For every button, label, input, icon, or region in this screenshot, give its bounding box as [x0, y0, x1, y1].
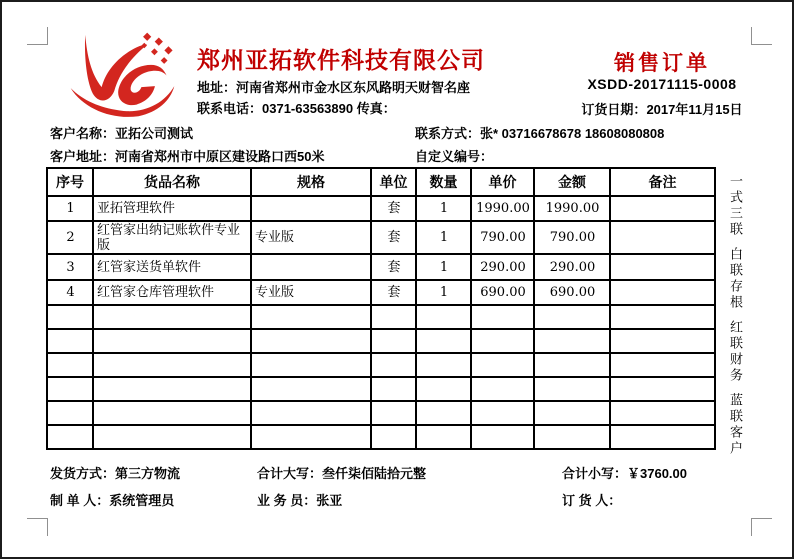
total-in-words-line: [257, 463, 426, 482]
text-boundary-mark-top-right: [751, 27, 772, 45]
items-table: [46, 167, 716, 450]
cell-amount: 290.00: [534, 254, 610, 280]
cell-note: [610, 221, 715, 254]
order-number: XSDD-20171115-0008: [587, 76, 737, 92]
col-header-product: 货品名称: [93, 168, 251, 196]
company-address-label: 地址：: [197, 80, 237, 95]
cell-qty: 1: [416, 221, 471, 254]
cell-amount: 790.00: [534, 221, 610, 254]
col-header-spec: 规格: [251, 168, 371, 196]
customer-contact-label: 联系方式：: [415, 126, 481, 141]
table-row-empty: [47, 425, 715, 449]
cell-product: 红管家出纳记账软件专业版: [93, 221, 251, 254]
cell-qty: 1: [416, 196, 471, 221]
empty-cell: [47, 305, 93, 329]
empty-cell: [610, 329, 715, 353]
empty-cell: [251, 377, 371, 401]
table-row-empty: [47, 353, 715, 377]
empty-cell: [47, 329, 93, 353]
company-address-value: 河南省郑州市金水区东风路明天财智名座: [236, 80, 471, 95]
empty-cell: [534, 425, 610, 449]
customer-contact-line: [415, 123, 664, 142]
ship-method-label: 发货方式：: [50, 466, 116, 481]
order-title: 销售订单: [614, 52, 710, 75]
company-logo-icon: [58, 30, 186, 122]
cell-price: 1990.00: [471, 196, 534, 221]
company-fax-label: 传真：: [356, 101, 396, 116]
cell-spec: 专业版: [251, 221, 371, 254]
maker-value: 系统管理员: [109, 493, 175, 508]
empty-cell: [534, 329, 610, 353]
order-date-label: 订货日期：: [581, 102, 647, 117]
empty-cell: [610, 377, 715, 401]
ship-method-value: 第三方物流: [115, 466, 181, 481]
company-name: 郑州亚拓软件科技有限公司: [197, 47, 485, 73]
empty-cell: [371, 353, 416, 377]
empty-cell: [93, 305, 251, 329]
empty-cell: [534, 377, 610, 401]
col-header-price: 单价: [471, 168, 534, 196]
empty-cell: [251, 401, 371, 425]
table-row: [47, 280, 715, 305]
ship-method-line: [50, 463, 180, 482]
empty-cell: [93, 329, 251, 353]
cell-product: 红管家送货单软件: [93, 254, 251, 280]
cell-note: [610, 280, 715, 305]
cell-note: [610, 196, 715, 221]
salesman-value: 张亚: [316, 493, 343, 508]
empty-cell: [93, 425, 251, 449]
empty-cell: [47, 425, 93, 449]
salesman-line: [257, 490, 342, 509]
table-row-empty: [47, 377, 715, 401]
empty-cell: [416, 401, 471, 425]
cell-qty: 1: [416, 254, 471, 280]
empty-cell: [371, 401, 416, 425]
maker-line: [50, 490, 174, 509]
company-phone-line: [197, 98, 396, 117]
cell-spec: [251, 196, 371, 221]
empty-cell: [416, 329, 471, 353]
empty-cell: [610, 425, 715, 449]
customer-name-label: 客户名称：: [50, 126, 116, 141]
customer-address-line: [50, 146, 324, 165]
empty-cell: [251, 305, 371, 329]
cell-unit: 套: [371, 280, 416, 305]
empty-cell: [534, 401, 610, 425]
customer-contact-value: 张* 03716678678 18608080808: [480, 126, 665, 141]
table-row-empty: [47, 329, 715, 353]
empty-cell: [47, 377, 93, 401]
cell-price: 290.00: [471, 254, 534, 280]
order-date-line: [554, 99, 770, 118]
customer-address-label: 客户地址：: [50, 149, 116, 164]
empty-cell: [251, 329, 371, 353]
empty-cell: [471, 425, 534, 449]
empty-cell: [471, 305, 534, 329]
cell-unit: 套: [371, 254, 416, 280]
cell-qty: 1: [416, 280, 471, 305]
col-header-unit: 单位: [371, 168, 416, 196]
col-header-qty: 数量: [416, 168, 471, 196]
cell-seq: 1: [47, 196, 93, 221]
cell-price: 790.00: [471, 221, 534, 254]
empty-cell: [471, 353, 534, 377]
cell-amount: 1990.00: [534, 196, 610, 221]
text-boundary-mark-top-left: [27, 27, 48, 45]
empty-cell: [534, 305, 610, 329]
cell-spec: [251, 254, 371, 280]
cell-unit: 套: [371, 221, 416, 254]
empty-cell: [534, 353, 610, 377]
copy-strip-label: 白联存根: [727, 247, 742, 311]
table-row-empty: [47, 305, 715, 329]
text-boundary-mark-bottom-right: [751, 518, 772, 536]
custom-code-label: 自定义编号：: [415, 149, 494, 164]
total-in-words-label: 合计大写：: [257, 466, 323, 481]
cell-seq: 4: [47, 280, 93, 305]
col-header-note: 备注: [610, 168, 715, 196]
custom-code-line: [415, 146, 493, 165]
cell-price: 690.00: [471, 280, 534, 305]
empty-cell: [93, 401, 251, 425]
cell-amount: 690.00: [534, 280, 610, 305]
col-header-seq: 序号: [47, 168, 93, 196]
company-phone-label: 联系电话：: [197, 101, 263, 116]
cell-unit: 套: [371, 196, 416, 221]
table-row: [47, 221, 715, 254]
company-phone-value: 0371-63563890: [262, 101, 354, 116]
cell-product: 亚拓管理软件: [93, 196, 251, 221]
empty-cell: [471, 401, 534, 425]
empty-cell: [416, 305, 471, 329]
orderer-line: [562, 490, 621, 509]
table-row: [47, 254, 715, 280]
copy-strip-label: 红联财务: [727, 320, 742, 384]
empty-cell: [47, 401, 93, 425]
cell-seq: 3: [47, 254, 93, 280]
cell-seq: 2: [47, 221, 93, 254]
company-address-line: [197, 77, 470, 96]
empty-cell: [610, 305, 715, 329]
maker-label: 制 单 人：: [50, 493, 110, 508]
empty-cell: [416, 353, 471, 377]
salesman-label: 业 务 员：: [257, 493, 317, 508]
cell-spec: 专业版: [251, 280, 371, 305]
empty-cell: [610, 353, 715, 377]
empty-cell: [371, 305, 416, 329]
orderer-label: 订 货 人：: [562, 493, 622, 508]
table-header-row: [47, 168, 715, 196]
copy-strip-label: 蓝联客户: [727, 393, 742, 457]
total-in-figures-value: ￥3760.00: [627, 466, 688, 481]
total-in-words-value: 叁仟柒佰陆拾元整: [322, 466, 427, 481]
empty-cell: [251, 353, 371, 377]
empty-cell: [93, 377, 251, 401]
text-boundary-mark-bottom-left: [27, 518, 48, 536]
empty-cell: [251, 425, 371, 449]
empty-cell: [371, 425, 416, 449]
cell-product: 红管家仓库管理软件: [93, 280, 251, 305]
empty-cell: [471, 377, 534, 401]
empty-cell: [371, 329, 416, 353]
order-date-value: 2017年11月15日: [646, 102, 743, 117]
empty-cell: [416, 425, 471, 449]
table-row-empty: [47, 401, 715, 425]
customer-name-value: 亚拓公司测试: [115, 126, 194, 141]
empty-cell: [610, 401, 715, 425]
empty-cell: [93, 353, 251, 377]
total-in-figures-line: [562, 463, 687, 482]
empty-cell: [416, 377, 471, 401]
customer-name-line: [50, 123, 193, 142]
table-row: [47, 196, 715, 221]
copy-strip-label: 一式三联: [727, 174, 742, 238]
customer-address-value: 河南省郑州市中原区建设路口西50米: [115, 149, 325, 164]
cell-note: [610, 254, 715, 280]
empty-cell: [371, 377, 416, 401]
empty-cell: [471, 329, 534, 353]
col-header-amount: 金额: [534, 168, 610, 196]
empty-cell: [47, 353, 93, 377]
total-in-figures-label: 合计小写：: [562, 466, 628, 481]
